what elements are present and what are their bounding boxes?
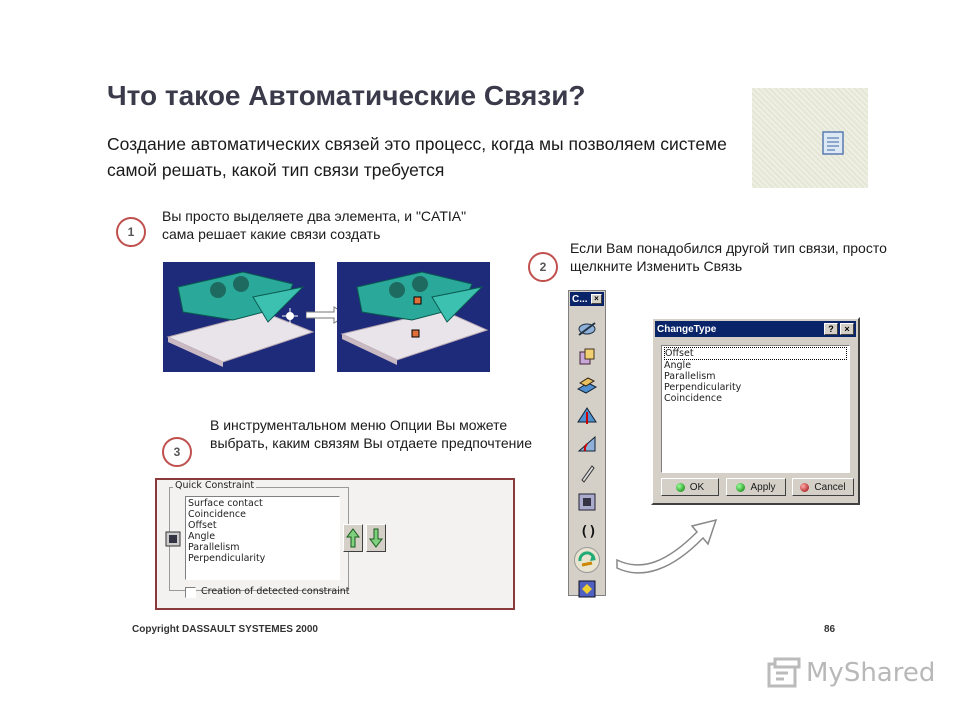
- close-icon[interactable]: ×: [591, 294, 602, 304]
- offset-icon[interactable]: [574, 402, 600, 428]
- move-up-button[interactable]: [343, 524, 363, 552]
- dialog-titlebar: [655, 321, 856, 337]
- model-after-image: [337, 262, 490, 372]
- constraints-toolbar: [568, 290, 606, 596]
- help-icon[interactable]: ?: [824, 323, 838, 335]
- model-before-image: [163, 262, 315, 372]
- detected-constraint-label: Creation of detected constraint: [201, 586, 350, 597]
- step-3-text: В инструментальном меню Опции Вы можете выбрать, каким связям Вы отдаете предпочтение: [210, 417, 532, 451]
- priority-icon: [164, 530, 182, 548]
- apply-button[interactable]: [726, 478, 786, 496]
- ok-button[interactable]: [661, 478, 719, 496]
- detected-constraint-checkbox[interactable]: [185, 587, 196, 598]
- note-icon: [820, 130, 846, 156]
- step-1-badge: 1: [116, 217, 146, 247]
- change-type-dialog: [651, 317, 860, 505]
- list-item-selected[interactable]: Offset: [664, 347, 847, 360]
- quick-constraint-panel: [155, 478, 515, 610]
- list-item[interactable]: Parallelism: [664, 371, 716, 382]
- svg-text:(): (): [580, 524, 597, 540]
- step-2-badge: 2: [528, 252, 558, 282]
- toolbar-title: C...: [572, 293, 588, 305]
- slide-subtitle: Создание автоматических связей это процесс, когда мы позволяем системе самой решать, какой тип связи требуется: [107, 134, 727, 180]
- ok-dot-icon: [676, 483, 685, 492]
- list-item[interactable]: Coincidence: [664, 393, 722, 404]
- decorative-background: [752, 88, 868, 188]
- step-3-badge: 3: [162, 437, 192, 467]
- watermark-text: MyShared: [806, 658, 936, 688]
- constraint-type-list[interactable]: [661, 345, 850, 473]
- close-icon[interactable]: ×: [840, 323, 854, 335]
- change-constraint-icon[interactable]: [574, 547, 600, 573]
- curved-arrow-icon: [612, 510, 722, 580]
- contact-icon[interactable]: [574, 373, 600, 399]
- list-item[interactable]: Perpendicularity: [664, 382, 742, 393]
- apply-label: Apply: [750, 481, 776, 493]
- list-item[interactable]: Surface contact: [188, 498, 263, 509]
- ok-label: OK: [689, 481, 705, 493]
- fix-together-icon[interactable]: [574, 344, 600, 370]
- constraint-icon[interactable]: [574, 315, 600, 341]
- list-item[interactable]: Angle: [188, 531, 216, 542]
- update-icon[interactable]: [574, 576, 600, 602]
- quick-constraint-label: Quick Constraint: [175, 480, 255, 491]
- move-down-button[interactable]: [366, 524, 386, 552]
- list-item[interactable]: Coincidence: [188, 509, 246, 520]
- angle-icon[interactable]: [574, 431, 600, 457]
- list-item[interactable]: Angle: [664, 360, 692, 371]
- list-item[interactable]: Parallelism: [188, 542, 240, 553]
- slide-title: Что такое Автоматические Связи?: [107, 80, 586, 111]
- toolbar-titlebar: [570, 292, 604, 306]
- cancel-label: Cancel: [814, 481, 846, 493]
- apply-dot-icon: [736, 483, 745, 492]
- constraint-list[interactable]: [185, 496, 340, 580]
- reference-icon[interactable]: [574, 518, 600, 544]
- arrow-up-icon: [346, 528, 360, 548]
- arrow-down-icon: [369, 528, 383, 548]
- list-item[interactable]: Perpendicularity: [188, 553, 266, 564]
- cancel-dot-icon: [800, 483, 809, 492]
- list-item[interactable]: Offset: [188, 520, 217, 531]
- copyright-text: Copyright DASSAULT SYSTEMES 2000: [132, 624, 318, 635]
- step-2-text: Если Вам понадобился другой тип связи, просто щелкните Изменить Связь: [570, 240, 887, 274]
- quick-constraint-icon[interactable]: [574, 489, 600, 515]
- page-number: 86: [824, 624, 836, 635]
- step-1-text: Вы просто выделяете два элемента, и "CATIA" сама решает какие связи создать: [162, 208, 467, 242]
- fix-icon[interactable]: [574, 460, 600, 486]
- cancel-button[interactable]: [792, 478, 854, 496]
- dialog-title: ChangeType: [657, 323, 717, 335]
- watermark-logo-icon: [766, 656, 802, 692]
